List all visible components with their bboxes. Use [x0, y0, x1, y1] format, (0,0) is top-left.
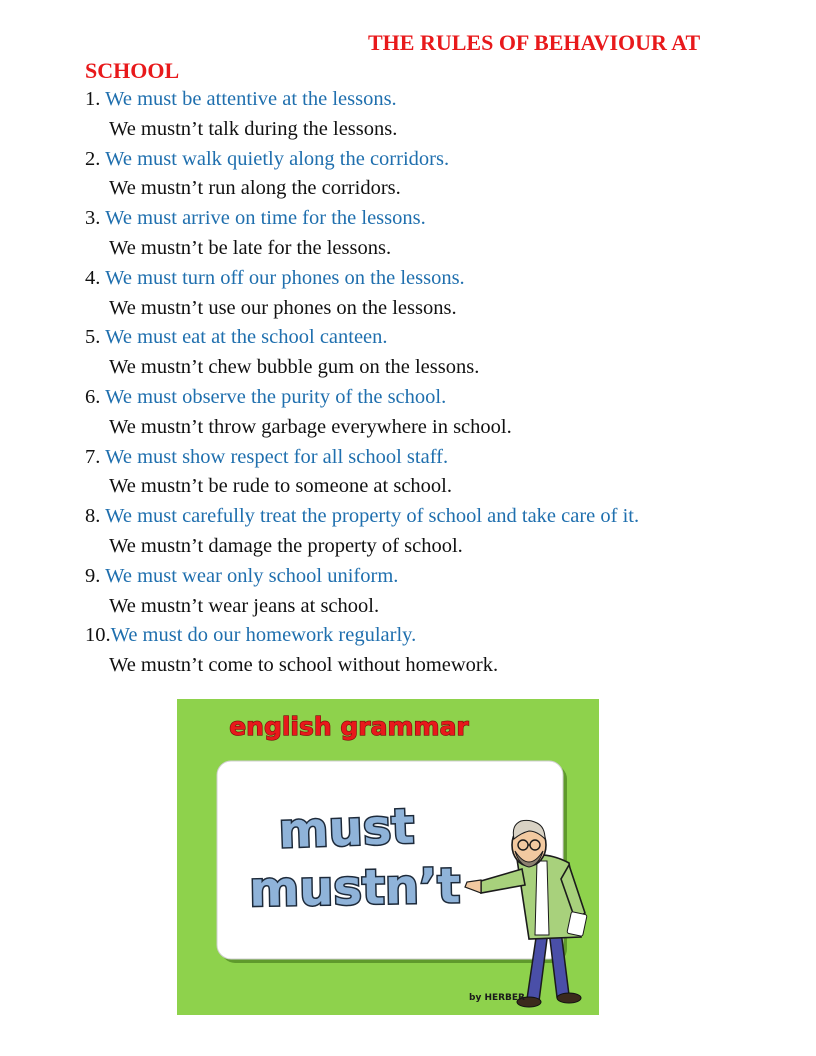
page-title-line-2: SCHOOL [85, 58, 180, 83]
must-rule-text: We must turn off our phones on the lessons. [105, 266, 465, 289]
mustnt-rule-text: We mustn’t come to school without homework. [109, 654, 499, 677]
page-title-line-1: THE RULES OF BEHAVIOUR AT [368, 30, 701, 55]
word-mustnt: mustn’t [248, 858, 461, 918]
rule-item-1 [85, 85, 785, 145]
rule-number: 8. [85, 505, 106, 528]
mustnt-rule-text: We mustn’t throw garbage everywhere in school. [109, 415, 512, 438]
rule-item-2 [85, 145, 785, 205]
word-must: must [277, 798, 416, 860]
must-rule-text: We must walk quietly along the corridors. [105, 147, 450, 170]
rule-number: 1. [85, 88, 106, 110]
must-rule-text: We must wear only school uniform. [105, 564, 399, 587]
mustnt-rule-text: We mustn’t be late for the lessons. [109, 236, 392, 259]
must-rule-text: We must observe the purity of the school. [105, 385, 447, 408]
rule-number: 2. [85, 147, 106, 170]
rule-item-4 [85, 264, 785, 324]
illustration-heading: english grammar [229, 712, 469, 741]
mustnt-rule-text: We mustn’t chew bubble gum on the lessons. [109, 356, 480, 379]
rule-item-3 [85, 204, 785, 264]
grammar-illustration [177, 699, 599, 1015]
rule-item-9 [85, 562, 785, 622]
rule-number: 6. [85, 385, 106, 408]
mustnt-rule-text: We mustn’t damage the property of school. [109, 534, 463, 557]
mustnt-rule-text: We mustn’t talk during the lessons. [109, 117, 398, 140]
must-rule-text: We must show respect for all school staff. [105, 445, 449, 468]
must-rule-text: We must be attentive at the lessons. [105, 88, 397, 110]
must-rule-text: We must arrive on time for the lessons. [105, 207, 426, 230]
rule-number: 5. [85, 326, 106, 349]
rule-item-7 [85, 443, 785, 503]
must-rule-text: We must do our homework regularly. [110, 624, 417, 647]
mustnt-rule-text: We mustn’t use our phones on the lessons. [109, 296, 457, 319]
rule-number: 7. [85, 445, 106, 468]
mustnt-rule-text: We mustn’t run along the corridors. [109, 177, 401, 200]
rule-item-8 [85, 502, 785, 562]
rule-item-5 [85, 323, 785, 383]
rule-item-6 [85, 383, 785, 443]
mustnt-rule-text: We mustn’t wear jeans at school. [109, 594, 380, 617]
rule-number: 3. [85, 207, 106, 230]
rule-number: 4. [85, 266, 106, 289]
illustration-credit: by HERBER [469, 993, 525, 1003]
must-rule-text: We must carefully treat the property of school and take care of it. [105, 505, 640, 528]
rule-item-10 [85, 621, 785, 681]
must-rule-text: We must eat at the school canteen. [105, 326, 388, 349]
rules-list [85, 85, 785, 681]
mustnt-rule-text: We mustn’t be rude to someone at school. [109, 475, 452, 498]
rule-number: 10. [85, 624, 111, 647]
rule-number: 9. [85, 564, 106, 587]
